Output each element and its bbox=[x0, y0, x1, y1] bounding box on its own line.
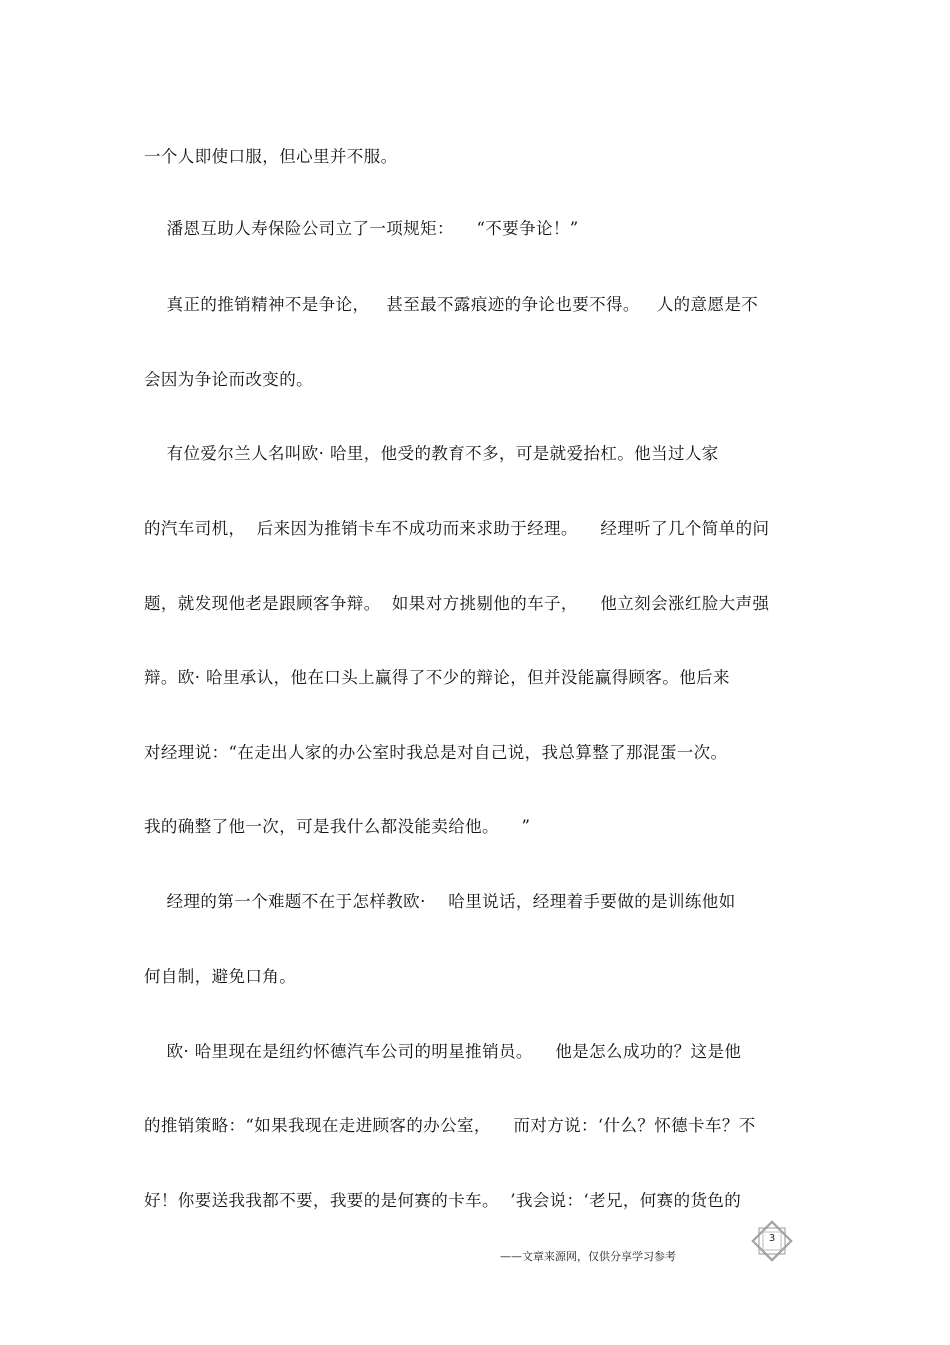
body-line: 会因为争论而改变的。 bbox=[144, 370, 313, 389]
body-line: 何自制，避免口角。 bbox=[144, 967, 297, 986]
body-line: 的推销策略：“如果我现在走进顾客的办公室， 而对方说：‘什么？怀德卡车？不 bbox=[144, 1116, 756, 1135]
body-line: 一个人即使口服，但心里并不服。 bbox=[144, 147, 398, 166]
body-line: 经理的第一个难题不在于怎样教欧· 哈里说话，经理着手要做的是训练他如 bbox=[144, 892, 736, 911]
body-line: 潘恩互助人寿保险公司立了一项规矩： “不要争论！” bbox=[144, 219, 579, 238]
body-line: 辩。欧· 哈里承认，他在口头上赢得了不少的辩论，但并没能赢得顾客。他后来 bbox=[144, 668, 730, 687]
page-number: 3 bbox=[768, 1233, 776, 1244]
body-line: 真正的推销精神不是争论， 甚至最不露痕迹的争论也要不得。 人的意愿是不 bbox=[144, 295, 759, 314]
body-line: 题，就发现他老是跟顾客争辩。 如果对方挑剔他的车子， 他立刻会涨红脸大声强 bbox=[144, 594, 770, 613]
body-line: 对经理说：“在走出人家的办公室时我总是对自己说，我总算整了那混蛋一次。 bbox=[144, 743, 728, 762]
body-line: 好！你要送我我都不要，我要的是何赛的卡车。 ’我会说：‘老兄，何赛的货色的 bbox=[144, 1191, 742, 1210]
body-line: 有位爱尔兰人名叫欧· 哈里，他受的教育不多，可是就爱抬杠。他当过人家 bbox=[144, 444, 719, 463]
body-line: 我的确整了他一次，可是我什么都没能卖给他。 ” bbox=[144, 817, 531, 836]
body-line: 的汽车司机， 后来因为推销卡车不成功而来求助于经理。 经理听了几个简单的问 bbox=[144, 519, 770, 538]
page-number-badge bbox=[746, 1219, 798, 1263]
body-line: 欧· 哈里现在是纽约怀德汽车公司的明星推销员。 他是怎么成功的？这是他 bbox=[144, 1042, 742, 1061]
source-note: ——文章来源网，仅供分享学习参考 bbox=[500, 1250, 676, 1263]
